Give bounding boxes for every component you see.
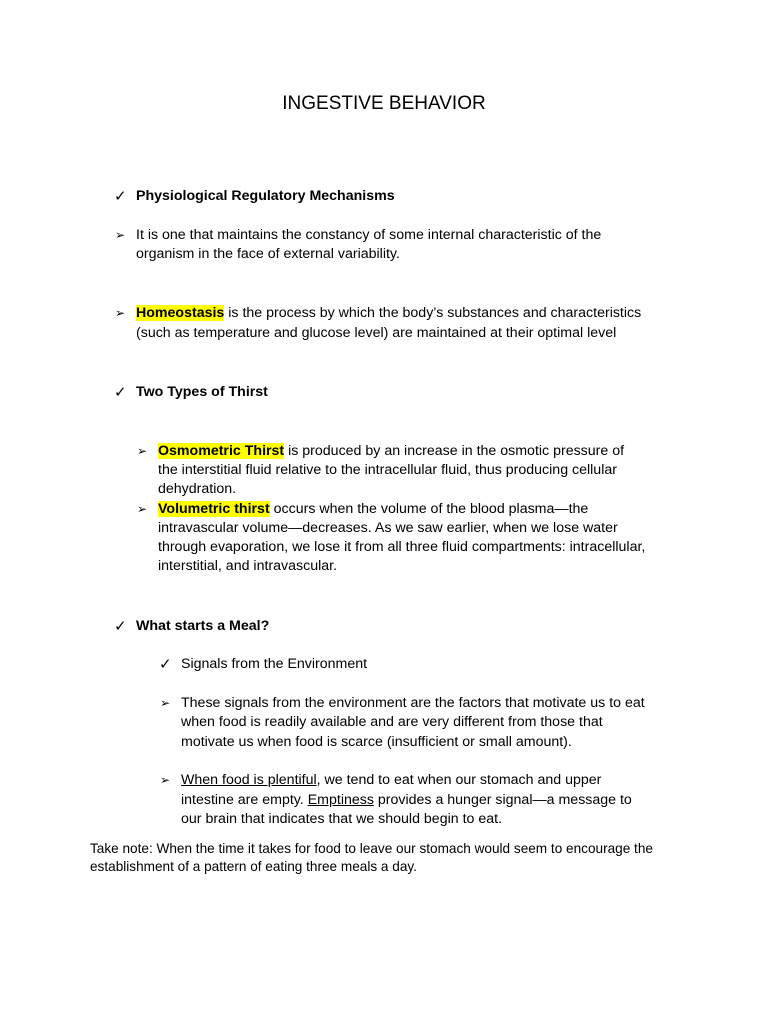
section-heading-physiological: Physiological Regulatory Mechanisms	[136, 188, 395, 204]
page-title: INGESTIVE BEHAVIOR	[282, 93, 486, 114]
section-heading-thirst: Two Types of Thirst	[136, 384, 268, 400]
arrow-bullet-icon: ➢	[160, 773, 171, 787]
paragraph-text: occurs when the volume of the blood plasma—the	[269, 501, 589, 517]
check-icon: ✓	[114, 384, 127, 401]
paragraph-text: is the process by which the body’s substances and characteristics	[224, 305, 642, 321]
paragraph-line: through evaporation, we lose it from all three fluid compartments: intracellular,	[158, 539, 646, 555]
paragraph-line	[136, 304, 641, 324]
section-heading-meal: What starts a Meal?	[136, 618, 270, 634]
paragraph-line	[158, 442, 624, 462]
paragraph-line: when food is readily available and are very different from those that	[181, 714, 603, 730]
arrow-bullet-icon: ➢	[137, 502, 148, 516]
paragraph-line	[181, 791, 632, 811]
paragraph-line: intravascular volume—decreases. As we saw earlier, when we lose water	[158, 520, 618, 536]
arrow-bullet-icon: ➢	[115, 306, 126, 320]
paragraph-line	[181, 771, 601, 791]
highlighted-term-osmometric: Osmometric Thirst	[158, 443, 285, 459]
paragraph-line: organism in the face of external variability.	[136, 246, 400, 262]
highlighted-term-homeostasis: Homeostasis	[136, 305, 225, 321]
paragraph-line: the interstitial fluid relative to the intracellular fluid, thus producing cellular	[158, 462, 617, 478]
paragraph-line: interstitial, and intravascular.	[158, 558, 338, 574]
paragraph-line	[158, 500, 588, 520]
underlined-phrase: Emptiness	[307, 792, 374, 808]
paragraph-text: provides a hunger signal—a message to	[373, 792, 632, 808]
paragraph-text: is produced by an increase in the osmotic pressure of	[284, 443, 625, 459]
paragraph-text: , we tend to eat when our stomach and upper	[316, 772, 602, 788]
paragraph-text: intestine are empty.	[181, 792, 308, 808]
check-icon: ✓	[114, 188, 127, 205]
subheading-signals: Signals from the Environment	[181, 656, 368, 672]
underlined-phrase: When food is plentiful	[181, 772, 317, 788]
paragraph-line: dehydration.	[158, 481, 237, 497]
note-line: establishment of a pattern of eating three meals a day.	[90, 859, 417, 874]
highlighted-term-volumetric: Volumetric thirst	[158, 501, 270, 517]
check-icon: ✓	[114, 618, 127, 635]
arrow-bullet-icon: ➢	[115, 228, 126, 242]
arrow-bullet-icon: ➢	[160, 696, 171, 710]
paragraph-line: These signals from the environment are the factors that motivate us to eat	[181, 695, 645, 711]
paragraph-line: our brain that indicates that we should begin to eat.	[181, 811, 503, 827]
check-icon: ✓	[159, 656, 172, 673]
paragraph-line: It is one that maintains the constancy of some internal characteristic of the	[136, 227, 602, 243]
arrow-bullet-icon: ➢	[137, 444, 148, 458]
paragraph-line: (such as temperature and glucose level) are maintained at their optimal level	[136, 325, 617, 341]
note-line: Take note: When the time it takes for food to leave our stomach would seem to encourage the	[90, 841, 653, 856]
paragraph-line: motivate us when food is scarce (insufficient or small amount).	[181, 734, 572, 750]
